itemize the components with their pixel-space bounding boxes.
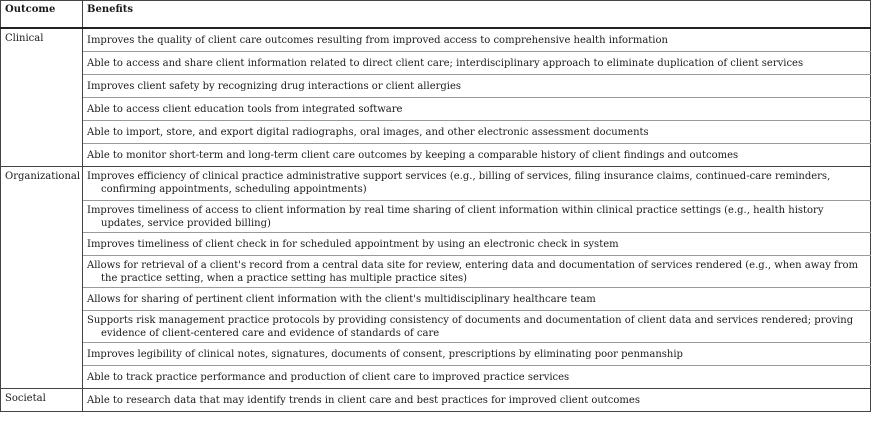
table-row: [1, 121, 871, 144]
benefit-text: Able to access client education tools from integrated software: [87, 103, 403, 115]
table-row: [1, 167, 871, 201]
outcome-column-header: Outcome: [1, 1, 83, 29]
benefit-text: Improves timeliness of access to client information by real time sharing of client information within clinical practice settings (e.g., health history updates, service provided billing): [87, 205, 824, 229]
benefit-text: Able to access and share client information related to direct client care; interdisciplinary approach to eliminate duplication of client services: [87, 57, 804, 69]
benefit-text: Improves timeliness of client check in for scheduled appointment by using an electronic check in system: [87, 238, 619, 250]
outcome-societal: Societal: [1, 389, 83, 412]
benefit-text: Able to monitor short-term and long-term client care outcomes by keeping a comparable history of client findings and outcomes: [87, 149, 739, 161]
benefit-text: Supports risk management practice protocols by providing consistency of documents and documentation of client data and services rendered; proving evidence of client-centered care and evidence of standards of care: [87, 315, 854, 339]
benefit-text: Improves client safety by recognizing drug interactions or client allergies: [87, 80, 462, 92]
benefit-text: Improves the quality of client care outcomes resulting from improved access to comprehensive health information: [87, 34, 668, 46]
table-row: [1, 98, 871, 121]
benefit-text: Able to research data that may identify trends in client care and best practices for improved client outcomes: [87, 394, 640, 406]
benefit-text: Allows for retrieval of a client's record from a central data site for review, entering data and documentation of services rendered (e.g., when away from the practice setting, when a practice setting has multiple practice sites): [87, 260, 859, 284]
benefit-text: Able to track practice performance and production of client care to improved practice services: [87, 371, 570, 383]
table-row: [1, 75, 871, 98]
outcome-organizational: Organizational: [1, 167, 83, 389]
table-row: [1, 288, 871, 311]
benefit-text: Allows for sharing of pertinent client information with the client's multidisciplinary healthcare team: [87, 293, 596, 305]
table-row: [1, 343, 871, 366]
table-row: [1, 389, 871, 412]
table-row: [1, 366, 871, 389]
benefits-column-header: Benefits: [83, 1, 871, 29]
header-row: [1, 1, 871, 29]
table-row: [1, 256, 871, 288]
table-row: [1, 28, 871, 52]
table-row: [1, 144, 871, 167]
benefit-text: Improves efficiency of clinical practice administrative support services (e.g., billing of services, filing insurance claims, continued-care reminders, confirming appointments, scheduling appointments): [87, 171, 831, 195]
table-row: [1, 233, 871, 256]
benefit-text: Able to import, store, and export digital radiographs, oral images, and other electronic assessment documents: [87, 126, 649, 138]
table-row: [1, 201, 871, 233]
table-row: [1, 52, 871, 75]
benefit-text: Improves legibility of clinical notes, signatures, documents of consent, prescriptions by eliminating poor penmanship: [87, 348, 683, 360]
outcome-clinical: Clinical: [1, 28, 83, 167]
table-row: [1, 311, 871, 343]
